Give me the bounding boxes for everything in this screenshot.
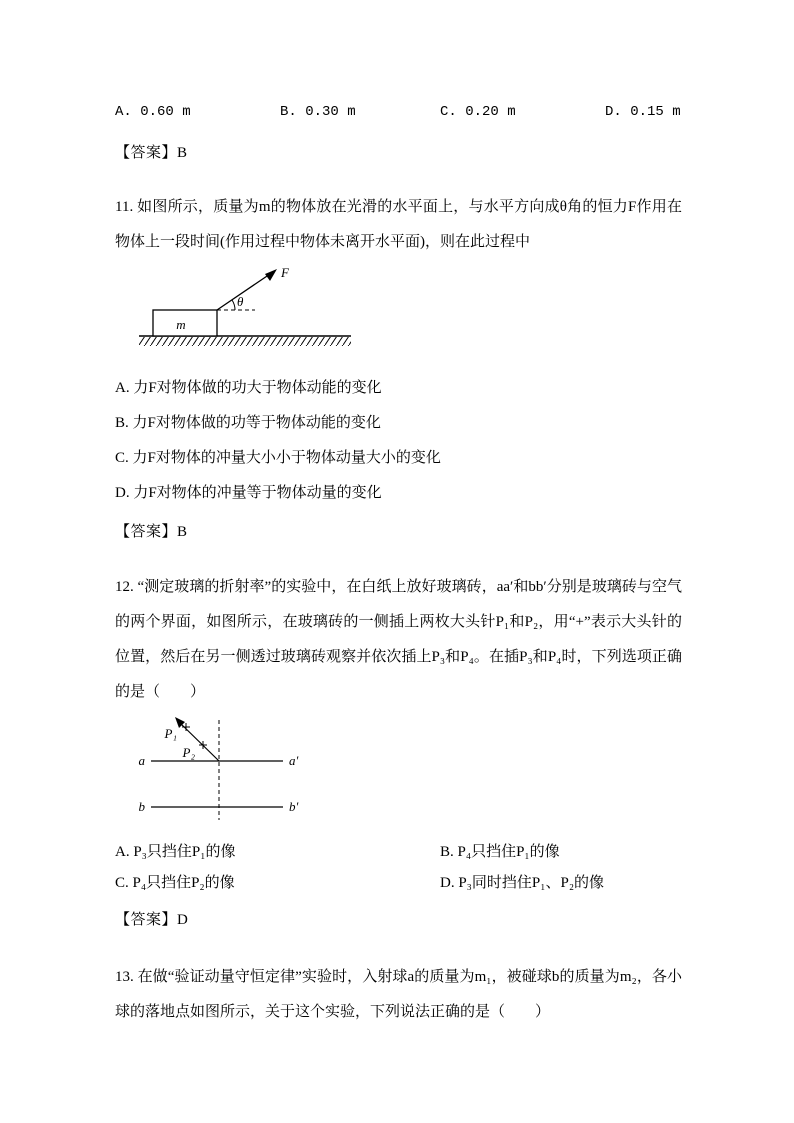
pin-p1-mark	[182, 723, 190, 731]
q12-option-c: C. P₄只挡住P₂的像	[115, 875, 235, 891]
label-p2: P₂	[182, 745, 195, 760]
q10-options-row	[115, 100, 682, 124]
q12-figure	[133, 714, 682, 831]
label-b-prime: b′	[289, 799, 299, 814]
label-b: b	[138, 799, 145, 814]
q11-option-c: C. 力F对物体的冲量大小小于物体动量大小的变化	[115, 450, 441, 466]
question-11	[115, 190, 682, 545]
q12-options	[115, 837, 682, 899]
ground-hatch	[139, 337, 351, 346]
q12-option-a: A. P₃只挡住P₁的像	[115, 844, 236, 860]
force-arrow	[217, 272, 273, 310]
q11-stem: 11. 如图所示，质量为m的物体放在光滑的水平面上，与水平方向成θ角的恒力F作用在物体上一段时间(作用过程中物体未离开水平面)，则在此过程中	[115, 199, 682, 250]
q12-stem: 12. “测定玻璃的折射率”的实验中，在白纸上放好玻璃砖，aa′和bb′分别是玻璃砖与空气的两个界面，如图所示，在玻璃砖的一侧插上两枚大头针P₁和P₂，用“+”表示大头针的位置，然后在另一侧透过玻璃砖观察并依次插上P₃和P₄。在插P₃和P₄时，下列选项正确的是（ ）	[115, 579, 682, 700]
q11-figure	[133, 264, 682, 361]
force-arrowhead	[265, 269, 277, 281]
q13-stem: 13. 在做“验证动量守恒定律”实验时，入射球a的质量为m₁，被碰球b的质量为m₂，各小球的落地点如图所示，关于这个实验，下列说法正确的是（ ）	[115, 969, 682, 1020]
q11-option-b: B. 力F对物体做的功等于物体动能的变化	[115, 415, 381, 431]
q10-option-b: B. 0.30 m	[280, 104, 356, 120]
q11-options	[115, 371, 682, 511]
q10-option-a: A. 0.60 m	[115, 104, 191, 120]
force-label: F	[281, 265, 289, 280]
q12-answer: 【答案】D	[115, 912, 189, 928]
question-12	[115, 570, 682, 933]
angle-label: θ	[237, 294, 244, 309]
q12-figure-svg	[133, 714, 333, 826]
q11-figure-svg	[133, 264, 363, 356]
q11-option-d: D. 力F对物体的冲量等于物体动量的变化	[115, 485, 382, 501]
q11-option-a: A. 力F对物体做的功大于物体动能的变化	[115, 380, 382, 396]
angle-arc	[232, 300, 235, 310]
label-a-prime: a′	[289, 753, 299, 768]
mass-label: m	[176, 317, 186, 332]
q10-answer: 【答案】B	[115, 145, 188, 161]
label-p1: P₁	[164, 726, 177, 741]
q12-option-b: B. P₄只挡住P₁的像	[440, 844, 560, 860]
q12-option-d: D. P₃同时挡住P₁、P₂的像	[440, 875, 605, 891]
q10-option-d: D. 0.15 m	[605, 104, 681, 120]
question-13	[115, 960, 682, 1030]
q11-answer: 【答案】B	[115, 524, 188, 540]
label-a: a	[138, 753, 145, 768]
q10-option-c: C. 0.20 m	[440, 104, 516, 120]
